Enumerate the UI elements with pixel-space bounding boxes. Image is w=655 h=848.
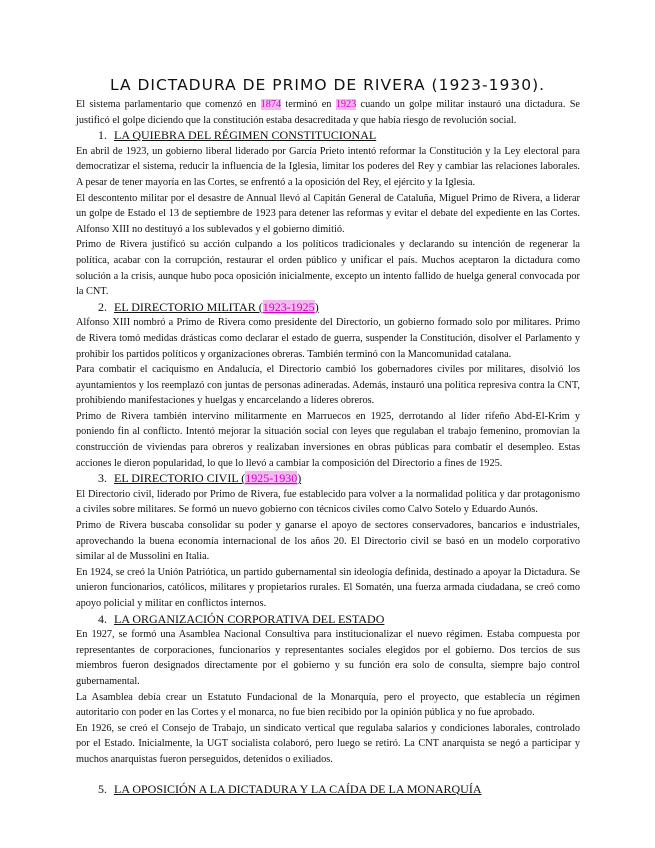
section-title: EL DIRECTORIO MILITAR (	[114, 299, 263, 314]
paragraph: Primo de Rivera también intervino militarmente en Marruecos en 1925, derrotando al líder rifeño Abd-El-Krim y poniendo fin al conflicto. Intentó mejorar la situación social con leyes que regulaban el trabajo femenino, promovían la construcción de viviendas para obreros y realizaban inversiones en obras públicas para combatir el desempleo. Estas acciones le dieron popularidad, lo que lo llevó a cambiar la composición del Directorio a fines de 1925.	[76, 410, 580, 469]
spacer	[76, 768, 580, 782]
paragraph: En 1924, se creó la Unión Patriótica, un partido gubernamental sin ideología definida, destinado a apoyar la Dictadura. Se unieron funcionarios, católicos, militares y propietarios rurales. El Somatén, una fuerza armada ciudadana, se creó como apoyo policial y militar en conflictos internos.	[76, 566, 580, 609]
intro-paragraph	[76, 97, 580, 128]
paragraph: Primo de Rivera buscaba consolidar su poder y ganarse el apoyo de sectores conservadores, bancarios e industriales, aprovechando la buena economía internacional de los años 20. El Directorio civil se basó en un modelo corporativo similar al de Mussolini en Italia.	[76, 520, 580, 563]
paragraph: Primo de Rivera justificó su acción culpando a los políticos tradicionales y declarando su intención de regenerar la política, acabar con la corrupción, restaurar el orden público y unificar el país. Muchos aceptaron la dictadura como solución a la crisis, aunque hubo poca oposición inicialmente, excepto un intento fallido de huelga general convocada por la CNT.	[76, 239, 580, 298]
section-title: LA ORGANIZACIÓN CORPORATIVA DEL ESTADO	[114, 611, 385, 626]
section-number: 5.	[98, 781, 107, 796]
paragraph: En 1926, se creó el Consejo de Trabajo, un sindicato vertical que regulaba salarios y condiciones laborales, controlado por el Estado. Inicialmente, la UGT socialista colaboró, pero luego se retiró. La CNT anarquista se negó a participar y muchos anarquistas fueron perseguidos, detenidos o exiliados.	[76, 722, 580, 765]
section-number: 2.	[98, 299, 107, 314]
section-heading-5	[76, 782, 580, 798]
document-title: LA DICTADURA DE PRIMO DE RIVERA (1923-1930).	[109, 76, 546, 94]
section-heading-2	[76, 300, 580, 316]
paragraph: La Asamblea debía crear un Estatuto Fundacional de la Monarquía, pero el proyecto, que establecía un régimen autoritario con poder en las Cortes y el monarca, no fue bien recibido por la opinión pública y no fue aprobado.	[76, 691, 580, 719]
section-number: 4.	[98, 611, 107, 626]
highlighted-year: 1923	[335, 99, 357, 110]
paragraph: Alfonso XIII nombró a Primo de Rivera como presidente del Directorio, un gobierno formado solo por militares. Primo de Rivera tomó medidas drásticas como declarar el estado de guerra, suspender la Constitución, disolver el Parlamento y prohibir los partidos políticos y organizaciones obreras. También terminó con la Mancomunidad catalana.	[76, 317, 580, 360]
paragraph: En 1927, se formó una Asamblea Nacional Consultiva para institucionalizar el nuevo régimen. Estaba compuesta por representantes de corporaciones, funcionarios y representantes sociales elegidos por el gobierno. Dos tercios de sus miembros fueron designados directamente por el gobierno y su función era solo de consulta, siempre bajo control gubernamental.	[76, 629, 580, 687]
paragraph: En abril de 1923, un gobierno liberal liderado por García Prieto intentó reformar la Constitución y la Ley electoral para democratizar el sistema, reducir la influencia de la Iglesia, limitar los poderes del Rey y cambiar las relaciones laborales. A pesar de tener mayoría en las Cortes, se enfrentó a la oposición del Rey, el ejército y la Iglesia.	[76, 145, 580, 188]
section-heading-4	[76, 612, 580, 628]
highlighted-years: 1925-1930	[245, 471, 298, 486]
section-title: LA QUIEBRA DEL RÉGIMEN CONSTITUCIONAL	[114, 128, 377, 143]
intro-text: terminó en	[281, 99, 336, 110]
highlighted-years: 1923-1925	[262, 299, 315, 314]
section-number: 1.	[98, 128, 107, 143]
section-title: LA OPOSICIÓN A LA DICTADURA Y LA CAÍDA DE LA MONARQUÍA	[114, 781, 482, 796]
section-title-close: )	[314, 299, 319, 314]
paragraph: El descontento militar por el desastre de Annual llevó al Capitán General de Cataluña, Miguel Primo de Rivera, a liderar un golpe de Estado el 13 de septiembre de 1923 para detener las reformas y evitar el debate del expediente en las Cortes. Alfonso XIII no destituyó a los sublevados y el gobierno dimitió.	[76, 192, 580, 235]
paragraph: Para combatir el caciquismo en Andalucía, el Directorio cambió los gobernadores civiles por militares, disolvió los ayuntamientos y los reemplazó con juntas de personas adineradas. Además, instauró una política represiva contra la CNT, prohibiendo manifestaciones y huelgas y encarcelando a líderes obreros.	[76, 364, 580, 407]
intro-text: El sistema parlamentario que comenzó en	[76, 99, 261, 110]
section-heading-1	[76, 128, 580, 144]
intro-text: cuando un golpe militar instauró una dictadura. Se justificó el golpe diciendo que la constitución estaba desacreditada y que había riesgo de revolución social.	[76, 99, 580, 126]
section-heading-3	[76, 471, 580, 487]
section-title-close: )	[297, 471, 302, 486]
section-title: EL DIRECTORIO CIVIL (	[114, 471, 246, 486]
paragraph: El Directorio civil, liderado por Primo de Rivera, fue establecido para volver a la normalidad política y dar protagonismo a civiles sobre militares. Se formó un nuevo gobierno con técnicos civiles como Calvo Sotelo y Eduardo Aunós.	[76, 488, 580, 516]
section-number: 3.	[98, 471, 107, 486]
document-body	[76, 97, 580, 797]
highlighted-year: 1874	[260, 99, 282, 110]
